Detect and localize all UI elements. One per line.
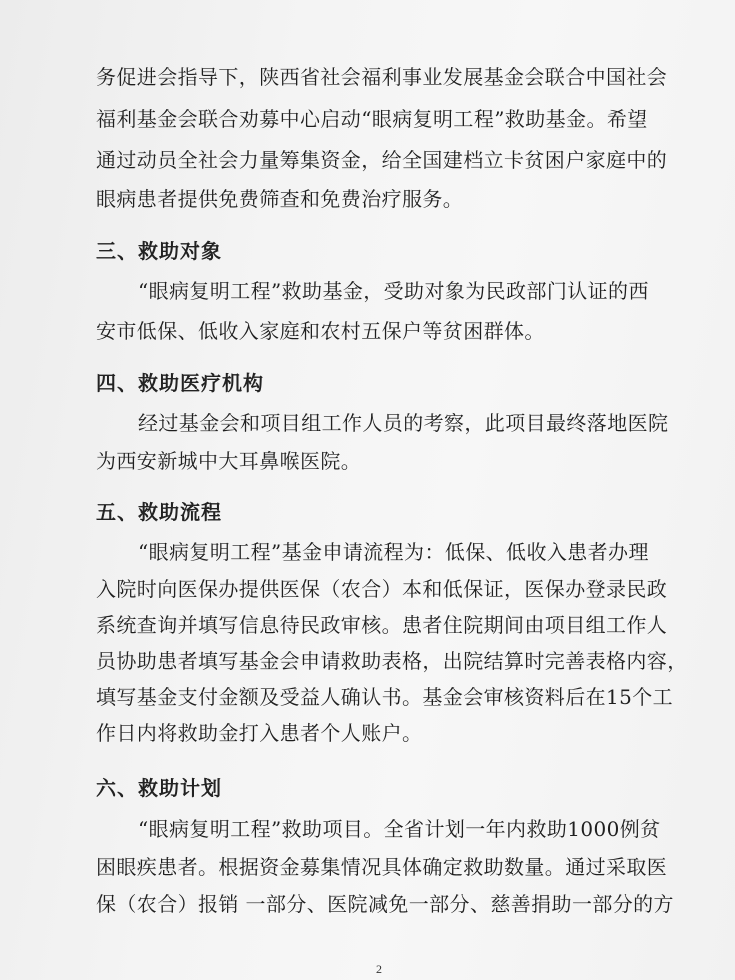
section-heading: 四、救助医疗机构 <box>96 371 264 395</box>
section-heading: 六、救助计划 <box>96 776 222 800</box>
page-number: 2 <box>376 962 382 976</box>
paragraph-line: 困眼疾患者。根据资金募集情况具体确定救助数量。通过采取医 <box>96 855 668 879</box>
paragraph-line: 入院时向医保办提供医保（农合）本和低保证，医保办登录民政 <box>96 577 668 601</box>
paragraph-line: 保（农合）报销 一部分、医院减免一部分、慈善捐助一部分的方 <box>96 892 674 916</box>
paragraph-line: 经过基金会和项目组工作人员的考察，此项目最终落地医院 <box>138 411 669 435</box>
paragraph-line: 作日内将救助金打入患者个人账户。 <box>96 721 423 745</box>
paragraph-line: “眼病复明工程”救助基金，受助对象为民政部门认证的西 <box>138 279 649 303</box>
section-heading: 三、救助对象 <box>96 239 222 263</box>
section-heading: 五、救助流程 <box>96 500 222 524</box>
paragraph-line: 员协助患者填写基金会申请救助表格，出院结算时完善表格内容， <box>96 649 688 673</box>
paragraph-line: 安市低保、低收入家庭和农村五保户等贫困群体。 <box>96 319 545 343</box>
paragraph-line: 为西安新城中大耳鼻喉医院。 <box>96 449 362 473</box>
paragraph-line: 通过动员全社会力量筹集资金，给全国建档立卡贫困户家庭中的 <box>96 148 668 172</box>
paragraph-line: 系统查询并填写信息待民政审核。患者住院期间由项目组工作人 <box>96 613 668 637</box>
paragraph-line: “眼病复明工程”救助项目。全省计划一年内救助1000例贫 <box>138 817 661 841</box>
paragraph-line: 眼病患者提供免费筛查和免费治疗服务。 <box>96 187 464 211</box>
paragraph-line: “眼病复明工程”基金申请流程为：低保、低收入患者办理 <box>138 540 649 564</box>
paragraph-line: 务促进会指导下，陕西省社会福利事业发展基金会联合中国社会 <box>96 65 668 89</box>
paragraph-line: 填写基金支付金额及受益人确认书。基金会审核资料后在15个工 <box>96 685 674 709</box>
paragraph-line: 福利基金会联合劝募中心启动“眼病复明工程”救助基金。希望 <box>96 107 648 131</box>
